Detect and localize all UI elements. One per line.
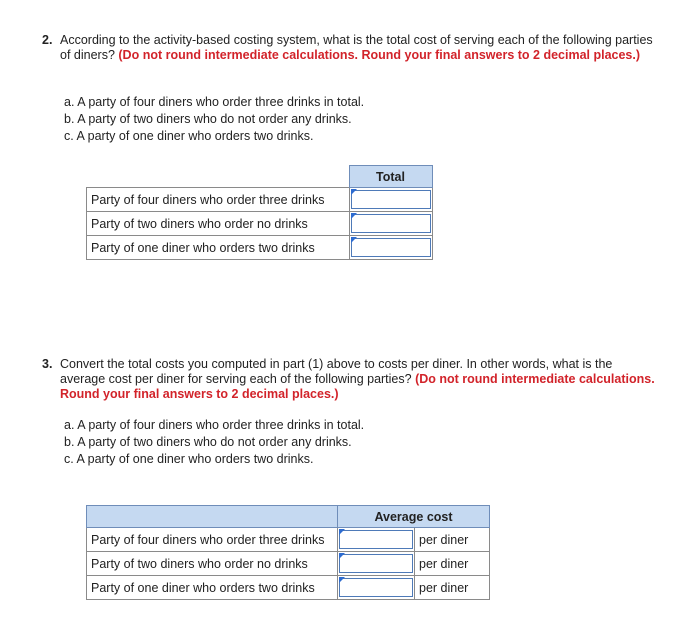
table-row <box>87 552 490 576</box>
part-a: a. A party of four diners who order three drinks in total. <box>64 418 365 432</box>
input-marker-icon <box>339 529 345 535</box>
question-number: 3. <box>42 357 53 371</box>
row-label: Party of two diners who order no drinks <box>87 552 338 576</box>
column-header-total: Total <box>349 166 432 188</box>
input-marker-icon <box>339 577 345 583</box>
part-c: c. A party of one diner who orders two drinks. <box>64 129 314 143</box>
rounding-instruction: (Do not round intermediate calculations. Round your final answers to 2 decimal places.) <box>118 48 641 62</box>
unit-label: per diner <box>415 576 490 600</box>
table-row <box>87 576 490 600</box>
average-input-four-diners[interactable] <box>339 530 413 549</box>
table-row <box>87 528 490 552</box>
table-row <box>87 188 433 212</box>
part-b: b. A party of two diners who do not order any drinks. <box>64 435 352 449</box>
unit-label: per diner <box>415 528 490 552</box>
total-input-one-diner[interactable] <box>351 238 431 257</box>
unit-label: per diner <box>415 552 490 576</box>
input-marker-icon <box>351 237 357 243</box>
part-c: c. A party of one diner who orders two drinks. <box>64 452 314 466</box>
part-b: b. A party of two diners who do not order any drinks. <box>64 112 352 126</box>
total-input-four-diners[interactable] <box>351 190 431 209</box>
row-label: Party of four diners who order three drinks <box>87 188 350 212</box>
question-2-parts <box>64 94 364 145</box>
row-label: Party of four diners who order three drinks <box>87 528 338 552</box>
average-input-two-diners[interactable] <box>339 554 413 573</box>
table-row <box>87 212 433 236</box>
column-header-average-cost: Average cost <box>338 506 490 528</box>
question-number: 2. <box>42 33 53 47</box>
question-prompt: Convert the total costs you computed in part (1) above to costs per diner. In other words, what is the average cost per diner for serving each of the following parties? <box>60 357 613 386</box>
part-a: a. A party of four diners who order three drinks in total. <box>64 95 365 109</box>
row-label: Party of two diners who order no drinks <box>87 212 350 236</box>
input-marker-icon <box>351 213 357 219</box>
total-cost-table <box>86 165 433 260</box>
rounding-instruction: (Do not round intermediate calculations. Round your final answers to 2 decimal places.) <box>60 372 655 401</box>
question-text <box>60 33 660 63</box>
average-input-one-diner[interactable] <box>339 578 413 597</box>
average-cost-table <box>86 505 490 600</box>
total-input-two-diners[interactable] <box>351 214 431 233</box>
row-label: Party of one diner who orders two drinks <box>87 576 338 600</box>
question-3-parts <box>64 417 364 468</box>
question-prompt: According to the activity-based costing system, what is the total cost of serving each of the following parties of diners? <box>60 33 653 62</box>
row-label: Party of one diner who orders two drinks <box>87 236 350 260</box>
table-row <box>87 236 433 260</box>
question-text <box>60 357 660 402</box>
input-marker-icon <box>339 553 345 559</box>
input-marker-icon <box>351 189 357 195</box>
